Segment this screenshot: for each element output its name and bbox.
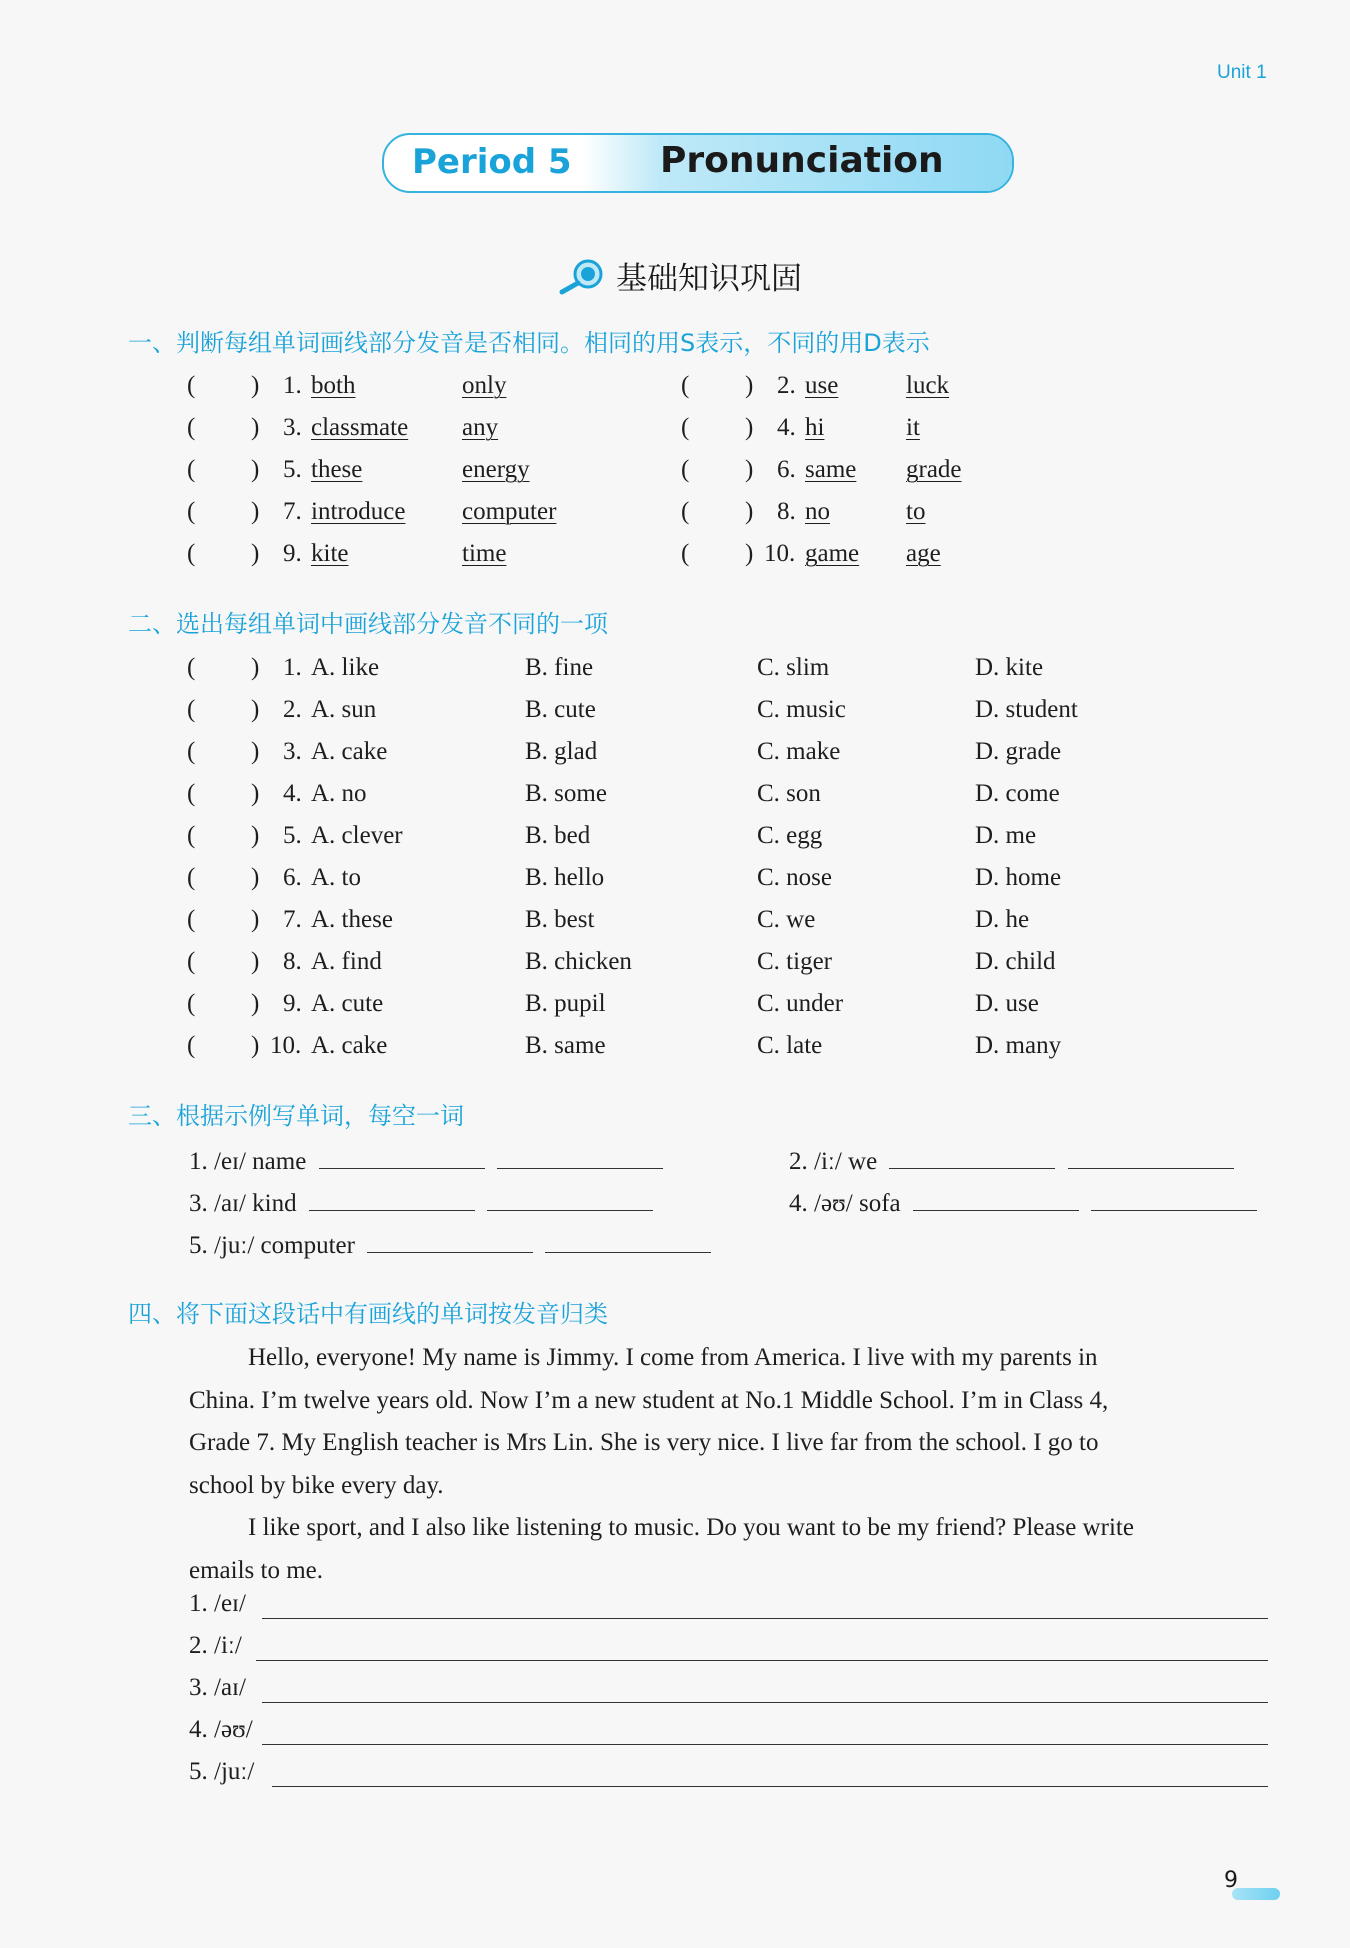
- answer-line-5[interactable]: [272, 1786, 1268, 1787]
- answer-blank[interactable]: [545, 1230, 711, 1253]
- section-title-text: 基础知识巩固: [616, 261, 802, 297]
- p3-item-3: 3. /aɪ/ kind: [189, 1188, 653, 1222]
- answer-blank[interactable]: [319, 1146, 485, 1169]
- answer-line-3[interactable]: [262, 1702, 1268, 1703]
- answer-4-label: 4. /əʊ/: [189, 1716, 253, 1743]
- passage-line: Hello, everyone! My name is Jimmy. I come from America. I live with my parents in: [248, 1344, 1098, 1371]
- part2-heading: 二、选出每组单词中画线部分发音不同的一项: [128, 610, 608, 638]
- p3-item-4: 4. /əʊ/ sofa: [789, 1188, 1257, 1222]
- passage-line: I like sport, and I also like listening to music. Do you want to be my friend? Please write: [248, 1514, 1134, 1541]
- topic-title: Pronunciation: [660, 140, 944, 181]
- answer-1-label: 1. /eɪ/: [189, 1590, 246, 1617]
- answer-3-label: 3. /aɪ/: [189, 1674, 246, 1701]
- p3-item-5: 5. /juː/ computer: [189, 1230, 711, 1264]
- period-banner: [382, 133, 1014, 193]
- passage-line: emails to me.: [189, 1556, 323, 1584]
- unit-label: Unit 1: [1217, 62, 1267, 83]
- p3-item-2: 2. /iː/ we: [789, 1146, 1234, 1180]
- answer-blank[interactable]: [1091, 1188, 1257, 1211]
- answer-blank[interactable]: [497, 1146, 663, 1169]
- period-label: Period 5: [412, 142, 572, 182]
- answer-blank[interactable]: [309, 1188, 475, 1211]
- answer-blank[interactable]: [913, 1188, 1079, 1211]
- page-number-decoration: [1232, 1888, 1280, 1900]
- answer-2-label: 2. /iː/: [189, 1632, 242, 1659]
- part3-heading: 三、根据示例写单词，每空一词: [128, 1102, 464, 1130]
- passage: [189, 1337, 1257, 1592]
- workbook-page: Unit 1 Period 5 Pronunciation 基础知识巩固 一、判断每组单词画线部分发音是否相同。相同的用S表示，不同的用D表示 ( ) 1. both only ( ) 2. use luck ( ) 3. classmate any ( ) 4. hi it ( ) 5. these energy ( ) 6. same grade ( ) 7. introduce computer ( ) 8. no to ( ) 9. kite time ( ) 10. game age 二、选出每组单词中画线部分发音不同的一项 ( ) 1. A. like B. fine C. slim D. kite ( ) 2. A. sun B. cute C. music D. student ( ) 3. A. cake B. glad C. make D. grade ( ) 4. A. no B. some C. son D. come ( ) 5. A. clever B. bed C. egg D. me ( ) 6. A. to B. hello C. nose D. home ( ) 7. A. these B. best C. we D. he ( ) 8. A. find B. chicken C. tiger D. child ( ) 9. A. cute B. pupil C. under D. use ( ) 10. A. cake B. same C. late D. many 三、根据示例写单词，每空一词 1. /eɪ/ name 2. /iː/ we 3. /aɪ/ kind 4. /əʊ/ sofa 5. /juː/ computer 四、将下面这段话中有画线的单词按发音归类 Hello, everyone! My name is Jimmy. I come from America. I live with my parents in China. I’m twelve years old. Now I’m a new student at No.1 Middle School. I’m in Class 4, Grade 7. My English teacher is Mrs Lin. She is very nice. I live far from the school. I go to school by bike every day. I like sport, and I also like listening to music. Do you want to be my friend? Please write emails to me. 1. /eɪ/ 2. /iː/ 3. /aɪ/ 4. /əʊ/ 5. /juː/ 9: [0, 0, 1350, 1948]
- part4-heading: 四、将下面这段话中有画线的单词按发音归类: [128, 1300, 608, 1328]
- p3-item-1: 1. /eɪ/ name: [189, 1146, 663, 1180]
- answer-blank[interactable]: [889, 1146, 1055, 1169]
- answer-5-label: 5. /juː/: [189, 1758, 255, 1785]
- passage-line: school by bike every day.: [189, 1471, 444, 1499]
- part1-heading: 一、判断每组单词画线部分发音是否相同。相同的用S表示，不同的用D表示: [128, 329, 930, 357]
- answer-blank[interactable]: [367, 1230, 533, 1253]
- page-number: 9: [1224, 1868, 1238, 1893]
- passage-line: China. I’m twelve years old. Now I’m a new student at No.1 Middle School. I’m in Class 4,: [189, 1386, 1109, 1414]
- passage-line: Grade 7. My English teacher is Mrs Lin. She is very nice. I live far from the school. I go to: [189, 1429, 1099, 1456]
- answer-blank[interactable]: [487, 1188, 653, 1211]
- magnifier-icon: [556, 256, 606, 296]
- answer-line-2[interactable]: [256, 1660, 1268, 1661]
- section-title: [556, 253, 802, 298]
- answer-line-1[interactable]: [262, 1618, 1268, 1619]
- answer-line-4[interactable]: [262, 1744, 1268, 1745]
- answer-blank[interactable]: [1068, 1146, 1234, 1169]
